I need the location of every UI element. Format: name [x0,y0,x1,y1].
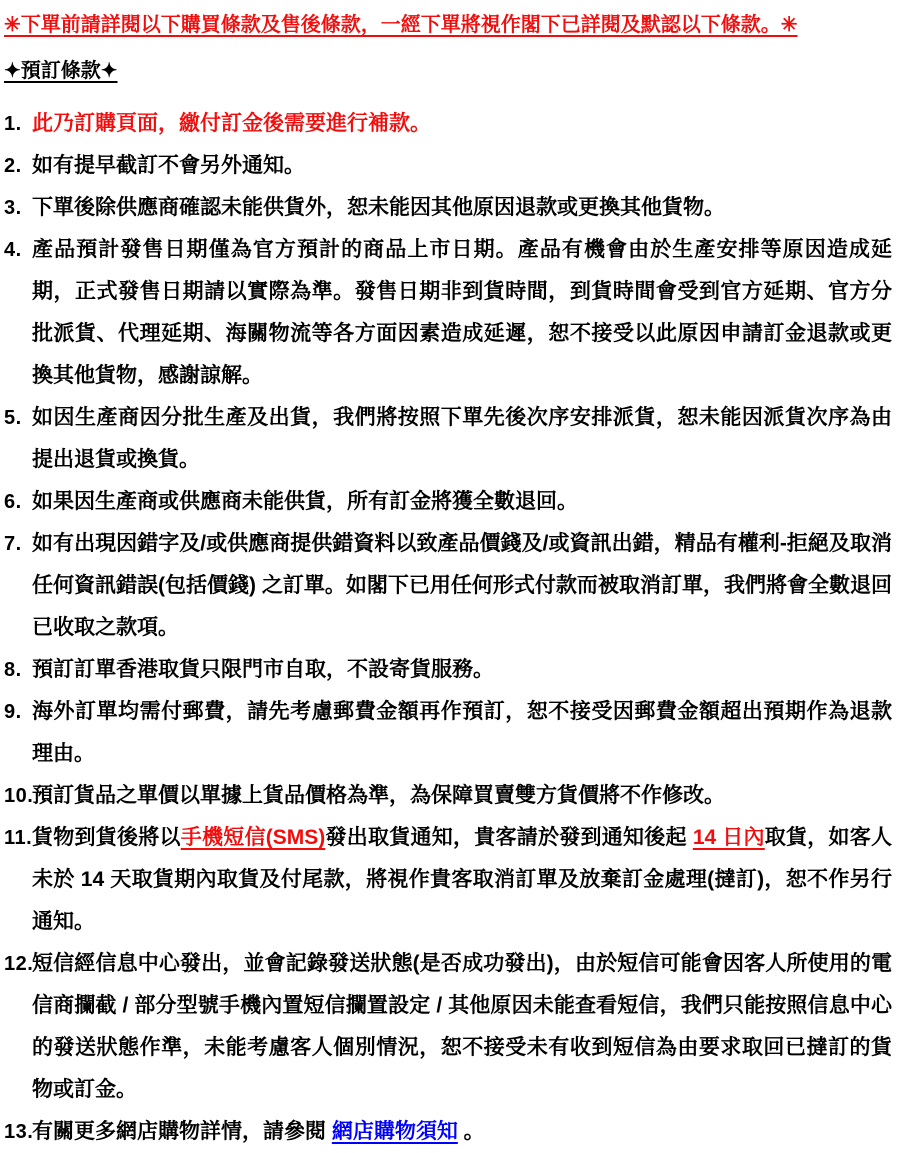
term-text-segment: 海外訂單均需付郵費，請先考慮郵費金額再作預訂，恕不接受因郵費金額超出預期作為退款理由。 [32,700,892,765]
term-item [4,145,892,187]
term-number: 13. [4,1121,34,1143]
term-item [4,523,892,649]
term-number: 4. [4,239,22,261]
term-text-segment: 此乃訂購頁面，繳付訂金後需要進行補款。 [32,112,431,135]
term-text-segment: 貨物到貨後將以 [32,826,181,849]
term-text-segment: 發出取貨通知，貴客請於發到通知後起 [325,826,693,849]
term-text [32,691,892,775]
term-text [32,187,892,229]
term-number: 3. [4,197,22,219]
term-text-segment: 產品預計發售日期僅為官方預計的商品上市日期。產品有機會由於生產安排等原因造成延期，正式發售日期請以實際為準。發售日期非到貨時間，到貨時間會受到官方延期、官方分批派貨、代理延期、海關物流等各方面因素造成延遲，恕不接受以此原因申請訂金退款或更換其他貨物，感謝諒解。 [32,238,892,387]
term-text [32,817,892,943]
term-text [32,481,892,523]
term-item [4,817,892,943]
term-item [4,187,892,229]
term-number: 8. [4,659,22,681]
term-text-segment: 短信經信息中心發出，並會記錄發送狀態(是否成功發出)，由於短信可能會因客人所使用的電信商攔截 / 部分型號手機內置短信攔置設定 / 其他原因未能查看短信，我們只能按照信息中心的發送狀態作準，未能考慮客人個別情況，恕不接受未有收到短信為由要求取回已撻訂的貨物或訂金。 [32,952,892,1101]
term-text [32,523,892,649]
term-number: 2. [4,155,22,177]
term-number: 11. [4,827,33,849]
term-item [4,229,892,397]
term-number: 5. [4,407,22,429]
term-text [32,775,892,817]
term-text [32,649,892,691]
term-text-segment: 14 日內 [692,826,765,849]
term-text-segment: 如有出現因錯字及/或供應商提供錯資料以致產品價錢及/或資訊出錯，精品有權利-拒絕及取消任何資訊錯誤(包括價錢) 之訂單。如閣下已用任何形式付款而被取消訂單，我們將會全數退回已收取之款項。 [32,532,892,639]
term-text-segment: 如果因生產商或供應商未能供貨，所有訂金將獲全數退回。 [32,490,578,513]
term-text [32,397,892,481]
term-item [4,481,892,523]
term-text [32,1111,892,1153]
term-text-segment: 手機短信(SMS) [180,826,326,849]
shop-guide-link[interactable]: 網店購物須知 [331,1120,458,1143]
term-item [4,943,892,1111]
term-item [4,691,892,775]
term-text [32,943,892,1111]
purchase-notice-banner: ✳下單前請詳閱以下購買條款及售後條款，一經下單將視作閣下已詳閱及默認以下條款。✳ [4,14,798,36]
term-item [4,103,892,145]
terms-list [4,103,892,1153]
term-text-segment: 。 [457,1120,485,1143]
term-text-segment: 如有提早截訂不會另外通知。 [32,154,305,177]
term-text-segment: 預訂訂單香港取貨只限門市自取，不設寄貨服務。 [32,658,494,681]
term-item [4,397,892,481]
term-text-segment: 下單後除供應商確認未能供貨外，恕未能因其他原因退款或更換其他貨物。 [32,196,725,219]
term-text [32,145,892,187]
term-text-segment: 有關更多網店購物詳情，請參閱 [32,1120,332,1143]
term-number: 7. [4,533,22,555]
term-text-segment: 預訂貨品之單價以單據上貨品價格為準，為保障買賣雙方貨價將不作修改。 [32,784,725,807]
term-number: 6. [4,491,22,513]
term-item [4,1111,892,1153]
term-number: 1. [4,113,22,135]
term-number: 12. [4,953,34,975]
section-title-preorder-terms: ✦預訂條款✦ [4,60,118,82]
term-number: 9. [4,701,22,723]
term-item [4,775,892,817]
term-text-segment: 如因生產商因分批生產及出貨，我們將按照下單先後次序安排派貨，恕未能因派貨次序為由提出退貨或換貨。 [32,406,892,471]
term-text-segment: 取貨，如客人未於 14 天取貨期內取貨及付尾款，將視作貴客取消訂單及放棄訂金處理(撻訂)，恕不作另行通知。 [32,826,893,933]
term-number: 10. [4,785,34,807]
term-text [32,103,892,145]
term-item [4,649,892,691]
term-text [32,229,892,397]
